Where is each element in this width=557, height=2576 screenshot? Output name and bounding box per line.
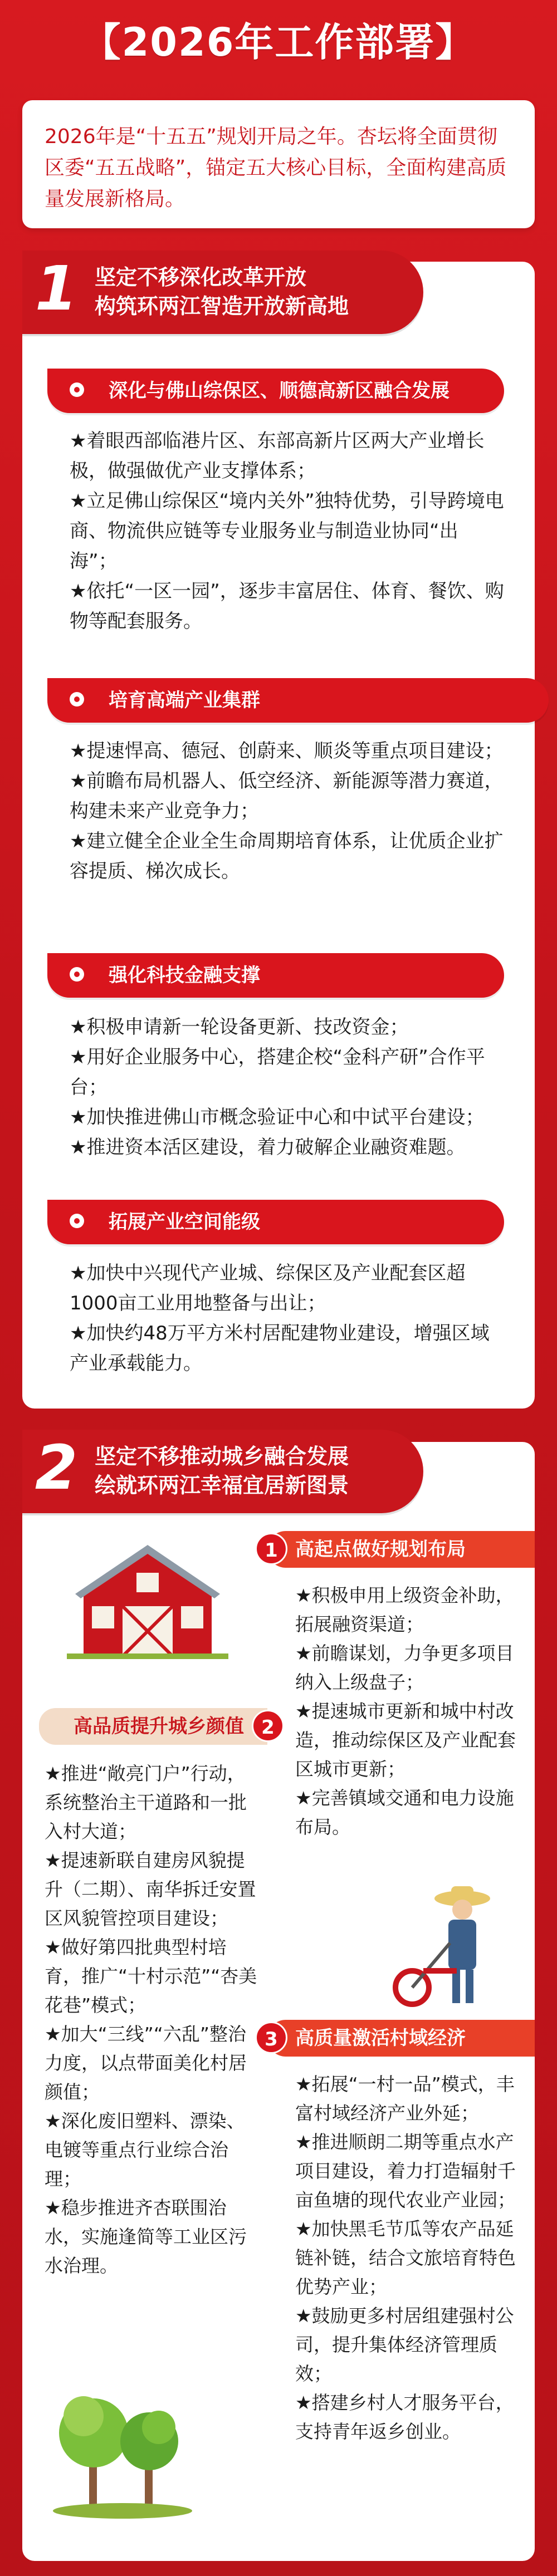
list-item: ★积极申请新一轮设备更新、技改资金； bbox=[70, 1016, 409, 1038]
list-item: ★着眼西部临港片区、东部高新片区两大产业增长极，做强做优产业支撑体系； bbox=[70, 430, 485, 482]
intro-text: 2026年是“十五五”规划开局之年。杏坛将全面贯彻区委“五五战略”，锚定五大核心目标，全面构建高质量发展新格局。 bbox=[45, 125, 507, 210]
badge-3: 3 bbox=[255, 2021, 287, 2054]
subsection-body-1 bbox=[295, 1581, 518, 1842]
subsection-heading-text: 高质量激活村域经济 bbox=[295, 2027, 466, 2049]
list-item: ★积极申用上级资金补助，拓展融资渠道； bbox=[295, 1584, 514, 1635]
list-item: ★提速新联自建房风貌提升（二期）、南华拆迁安置区风貌管控项目建设； bbox=[45, 1849, 256, 1929]
list-item: ★提速城市更新和城中村改造，推动综保区及产业配套区城市更新； bbox=[295, 1700, 516, 1780]
section-body bbox=[70, 1012, 504, 1162]
list-item: ★提速悍高、德冠、创蔚来、顺炎等重点项目建设； bbox=[70, 740, 504, 762]
list-item: ★完善镇域交通和电力设施布局。 bbox=[295, 1787, 514, 1838]
list-item: ★推进顺朗二期等重点水产项目建设，着力打造辐射千亩鱼塘的现代农业产业园； bbox=[295, 2131, 516, 2211]
section-heading: 强化科技金融支撑 bbox=[47, 953, 504, 998]
list-item: ★用好企业服务中心，搭建企校“金科产研”合作平台； bbox=[70, 1046, 485, 1098]
section-body bbox=[70, 1258, 504, 1378]
subsection-body-2 bbox=[45, 1759, 262, 2280]
list-item: ★拓展“一村一品”模式，丰富村域经济产业外延； bbox=[295, 2073, 515, 2124]
badge-1: 1 bbox=[255, 1533, 287, 1565]
list-item: ★做好第四批典型村培育，推广“十村示范”“杏美花巷”模式； bbox=[45, 1936, 257, 2016]
list-item: ★依托“一区一园”，逐步丰富居住、体育、餐饮、购物等配套服务。 bbox=[70, 580, 504, 632]
list-item: ★加快黑毛节瓜等农产品延链补链，结合文旅培育特色优势产业； bbox=[295, 2218, 516, 2298]
subsection-heading-text: 高品质提升城乡颜值 bbox=[74, 1715, 244, 1738]
list-item: ★加快推进佛山市概念验证中心和中试平台建设； bbox=[70, 1106, 485, 1128]
subsection-heading-text: 高起点做好规划布局 bbox=[295, 1538, 466, 1561]
part1-title bbox=[95, 263, 418, 321]
section-heading: 培育高端产业集群 bbox=[47, 678, 549, 723]
part2-title-line2: 绘就环两江幸福宜居新图景 bbox=[95, 1473, 349, 1498]
part2-title-line1: 坚定不移推动城乡融合发展 bbox=[95, 1444, 349, 1469]
part2-number: 2 bbox=[35, 1432, 78, 1503]
part1-title-line2: 构筑环两江智造开放新高地 bbox=[95, 294, 349, 318]
list-item: ★立足佛山综保区“境内关外”独特优势，引导跨境电商、物流供应链等专业服务业与制造业协同“出海”； bbox=[70, 490, 504, 572]
list-item: ★鼓励更多村居组建强村公司，提升集体经济管理质效； bbox=[295, 2305, 514, 2384]
section-heading: 拓展产业空间能级 bbox=[47, 1200, 504, 1244]
subsection-body-3 bbox=[295, 2070, 518, 2446]
page-title-wrap bbox=[61, 11, 496, 67]
part1-header bbox=[22, 251, 423, 334]
intro-card bbox=[22, 100, 535, 228]
section-body bbox=[70, 426, 504, 636]
farmer-illustration bbox=[390, 1882, 512, 2015]
part1-title-line1: 坚定不移深化改革开放 bbox=[95, 265, 307, 290]
subsection-heading-1 bbox=[267, 1531, 535, 1568]
list-item: ★推进“敞亮门户”行动，系统整治主干道路和一批入村大道； bbox=[45, 1763, 247, 1842]
subsection-heading-3 bbox=[267, 2020, 535, 2057]
badge-2: 2 bbox=[252, 1710, 284, 1742]
barn-illustration bbox=[67, 1539, 228, 1662]
trees-illustration bbox=[50, 2372, 195, 2522]
list-item: ★前瞻谋划，力争更多项目纳入上级盘子； bbox=[295, 1642, 514, 1693]
section-body bbox=[70, 736, 504, 886]
list-item: ★深化废旧塑料、漂染、电镀等重点行业综合治理； bbox=[45, 2110, 245, 2190]
section-heading: 深化与佛山综保区、顺德高新区融合发展 bbox=[47, 369, 504, 413]
list-item: ★推进资本活区建设，着力破解企业融资难题。 bbox=[70, 1136, 466, 1159]
list-item: ★加大“三线”“六乱”整治力度，以点带面美化村居颜值； bbox=[45, 2023, 247, 2103]
list-item: ★前瞻布局机器人、低空经济、新能源等潜力赛道，构建未来产业竞争力； bbox=[70, 770, 504, 822]
list-item: ★稳步推进齐杏联围治水，实施逢简等工业区污水治理。 bbox=[45, 2197, 247, 2276]
page-title: 【2026年工作部署】 bbox=[81, 19, 476, 65]
part1-number: 1 bbox=[35, 253, 78, 324]
list-item: ★加快约48万平方米村居配建物业建设，增强区域产业承载能力。 bbox=[70, 1322, 490, 1375]
part2-title bbox=[95, 1442, 418, 1500]
subsection-heading-2 bbox=[39, 1708, 275, 1745]
list-item: ★搭建乡村人才服务平台，支持青年返乡创业。 bbox=[295, 2392, 514, 2442]
list-item: ★加快中兴现代产业城、综保区及产业配套区超1000亩工业用地整备与出让； bbox=[70, 1262, 466, 1314]
part2-header bbox=[22, 1430, 423, 1513]
list-item: ★建立健全企业全生命周期培育体系，让优质企业扩容提质、梯次成长。 bbox=[70, 830, 504, 882]
